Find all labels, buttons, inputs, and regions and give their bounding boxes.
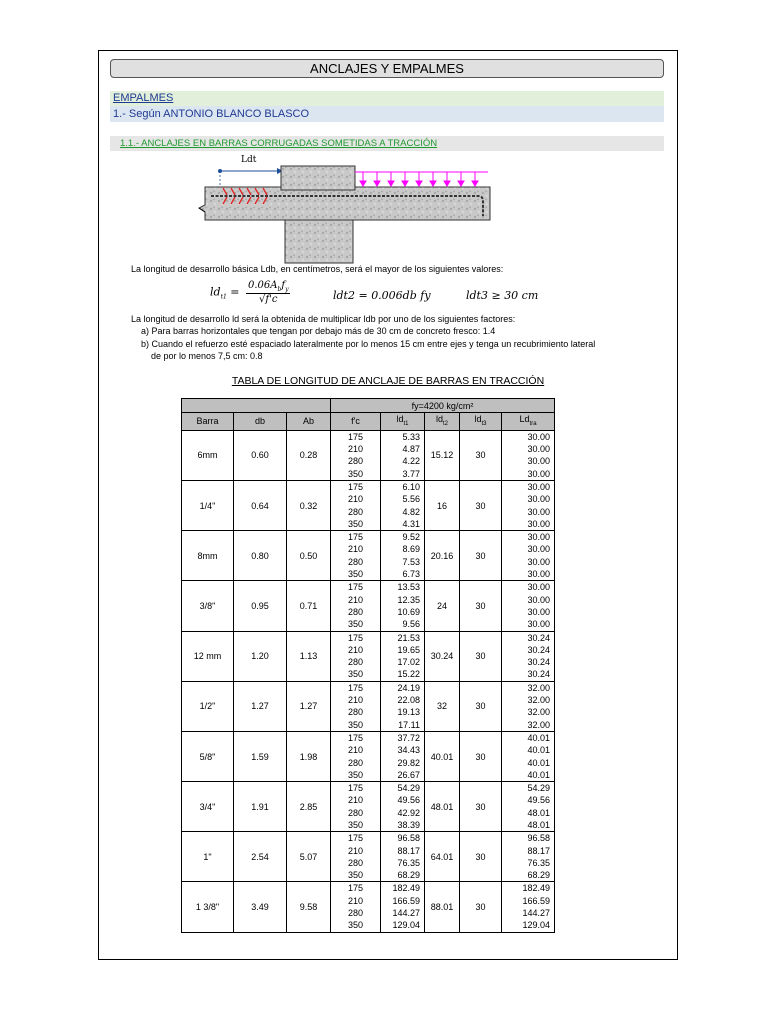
ab-cell: 1.13 xyxy=(287,631,331,681)
ldt2-cell: 30.24 xyxy=(425,631,460,681)
factor-b-line1: b) Cuando el refuerzo esté espaciado lateralmente por lo menos 15 cm entre ejes y tenga un recubrimiento lateral xyxy=(141,339,596,349)
db-cell: 2.54 xyxy=(234,832,287,882)
ab-cell: 2.85 xyxy=(287,782,331,832)
header-cell: db xyxy=(234,413,287,431)
ldt3-cell: 30 xyxy=(460,581,502,631)
ldt3-cell: 30 xyxy=(460,782,502,832)
page-title: ANCLAJES Y EMPALMES xyxy=(110,59,664,78)
fc-cell: 175 210 280 350 xyxy=(331,681,381,731)
ldt1-cell: 21.53 19.65 17.02 15.22 xyxy=(381,631,425,681)
table-row xyxy=(182,782,555,832)
load-arrows xyxy=(355,172,488,186)
table-row xyxy=(182,581,555,631)
ldtra-cell: 30.00 30.00 30.00 30.00 xyxy=(502,430,555,480)
barra-cell: 1" xyxy=(182,832,234,882)
header-cell: $ld_{t2}$ xyxy=(425,413,460,431)
fc-cell: 175 210 280 350 xyxy=(331,882,381,932)
anchorage-figure xyxy=(193,150,493,265)
table-row xyxy=(182,430,555,480)
fc-cell: 175 210 280 350 xyxy=(331,631,381,681)
ldt1-cell: 24.19 22.08 19.13 17.11 xyxy=(381,681,425,731)
factor-a: a) Para barras horizontales que tengan por debajo más de 30 cm de concreto fresco: 1.4 xyxy=(141,326,496,336)
db-cell: 1.20 xyxy=(234,631,287,681)
table-row xyxy=(182,681,555,731)
db-cell: 1.27 xyxy=(234,681,287,731)
ldt3-cell: 30 xyxy=(460,531,502,581)
table-row xyxy=(182,832,555,882)
paragraph-ldb: La longitud de desarrollo básica Ldb, en centímetros, será el mayor de los siguientes valores: xyxy=(131,264,504,274)
fy-header: fy=4200 kg/cm² xyxy=(331,399,555,413)
subsubsection-heading: 1.1.- ANCLAJES EN BARRAS CORRUGADAS SOMETIDAS A TRACCIÓN xyxy=(110,136,664,151)
header-cell: $ld_{t1}$ xyxy=(381,413,425,431)
table-row xyxy=(182,731,555,781)
barra-cell: 1/4" xyxy=(182,480,234,530)
ldt1-cell: 182.49 166.59 144.27 129.04 xyxy=(381,882,425,932)
formula-ldt1: $ld_{t1}$ = $\frac{0.06A_bf_y}{√f'c}$ xyxy=(210,280,289,305)
ab-cell: 0.28 xyxy=(287,430,331,480)
ab-cell: 0.32 xyxy=(287,480,331,530)
section-heading: EMPALMES xyxy=(110,91,664,106)
ldt3-cell: 30 xyxy=(460,832,502,882)
factor-b-line2: de por lo menos 7,5 cm: 0.8 xyxy=(151,351,263,361)
ldtra-cell: 30.00 30.00 30.00 30.00 xyxy=(502,531,555,581)
ldt2-cell: 15.12 xyxy=(425,430,460,480)
db-cell: 1.59 xyxy=(234,731,287,781)
barra-cell: 3/8" xyxy=(182,581,234,631)
db-cell: 0.60 xyxy=(234,430,287,480)
ab-cell: 9.58 xyxy=(287,882,331,932)
ldt1-cell: 37.72 34.43 29.82 26.67 xyxy=(381,731,425,781)
ldt3-cell: 30 xyxy=(460,681,502,731)
barra-cell: 3/4" xyxy=(182,782,234,832)
table-header-row xyxy=(182,413,555,431)
header-cell: Ab xyxy=(287,413,331,431)
paragraph-factors: La longitud de desarrollo ld será la obtenida de multiplicar ldb por uno de los siguientes factores: xyxy=(131,314,516,324)
ldt1-cell: 13.53 12.35 10.69 9.56 xyxy=(381,581,425,631)
fc-cell: 175 210 280 350 xyxy=(331,480,381,530)
barra-cell: 6mm xyxy=(182,430,234,480)
anchorage-table xyxy=(181,398,555,933)
ab-cell: 1.27 xyxy=(287,681,331,731)
db-cell: 0.95 xyxy=(234,581,287,631)
ldt3-cell: 30 xyxy=(460,882,502,932)
ldt1-cell: 9.52 8.69 7.53 6.73 xyxy=(381,531,425,581)
barra-cell: 8mm xyxy=(182,531,234,581)
ldt2-cell: 32 xyxy=(425,681,460,731)
ldtra-cell: 30.00 30.00 30.00 30.00 xyxy=(502,581,555,631)
ldt2-cell: 20.16 xyxy=(425,531,460,581)
ldt3-cell: 30 xyxy=(460,631,502,681)
fc-cell: 175 210 280 350 xyxy=(331,731,381,781)
table-row xyxy=(182,882,555,932)
ldtra-cell: 96.58 88.17 76.35 68.29 xyxy=(502,832,555,882)
fc-cell: 175 210 280 350 xyxy=(331,782,381,832)
header-cell: Barra xyxy=(182,413,234,431)
ab-cell: 0.50 xyxy=(287,531,331,581)
fc-cell: 175 210 280 350 xyxy=(331,430,381,480)
header-cell: $ld_{t3}$ xyxy=(460,413,502,431)
barra-cell: 5/8" xyxy=(182,731,234,781)
ldtra-cell: 54.29 49.56 48.01 48.01 xyxy=(502,782,555,832)
ldt2-cell: 16 xyxy=(425,480,460,530)
table-row xyxy=(182,531,555,581)
db-cell: 0.80 xyxy=(234,531,287,581)
ldt3-cell: 30 xyxy=(460,731,502,781)
ldtra-cell: 30.24 30.24 30.24 30.24 xyxy=(502,631,555,681)
header-cell: f'c xyxy=(331,413,381,431)
ldt1-cell: 54.29 49.56 42.92 38.39 xyxy=(381,782,425,832)
ldtra-cell: 32.00 32.00 32.00 32.00 xyxy=(502,681,555,731)
ab-cell: 1.98 xyxy=(287,731,331,781)
fc-cell: 175 210 280 350 xyxy=(331,832,381,882)
ldt1-cell: 5.33 4.87 4.22 3.77 xyxy=(381,430,425,480)
db-cell: 3.49 xyxy=(234,882,287,932)
fc-cell: 175 210 280 350 xyxy=(331,581,381,631)
table-body xyxy=(182,430,555,932)
ldt2-cell: 40.01 xyxy=(425,731,460,781)
ldtra-cell: 40.01 40.01 40.01 40.01 xyxy=(502,731,555,781)
ab-cell: 0.71 xyxy=(287,581,331,631)
header-cell: $Ld_{tra}$ xyxy=(502,413,555,431)
ldt2-cell: 24 xyxy=(425,581,460,631)
ldtra-cell: 182.49 166.59 144.27 129.04 xyxy=(502,882,555,932)
table-title: TABLA DE LONGITUD DE ANCLAJE DE BARRAS EN TRACCIÓN xyxy=(231,375,545,387)
subsection-heading: 1.- Según ANTONIO BLANCO BLASCO xyxy=(110,106,664,122)
ldt1-cell: 96.58 88.17 76.35 68.29 xyxy=(381,832,425,882)
ldt3-cell: 30 xyxy=(460,480,502,530)
formula-ldt2: ldt2 = 0.006db fy xyxy=(333,289,431,302)
ldt3-cell: 30 xyxy=(460,430,502,480)
ldt2-cell: 48.01 xyxy=(425,782,460,832)
ldt2-cell: 88.01 xyxy=(425,882,460,932)
ldt1-cell: 6.10 5.56 4.82 4.31 xyxy=(381,480,425,530)
table-row xyxy=(182,480,555,530)
ldt2-cell: 64.01 xyxy=(425,832,460,882)
barra-cell: 12 mm xyxy=(182,631,234,681)
db-cell: 0.64 xyxy=(234,480,287,530)
db-cell: 1.91 xyxy=(234,782,287,832)
fc-cell: 175 210 280 350 xyxy=(331,531,381,581)
formula-ldt3: ldt3 ≥ 30 cm xyxy=(466,289,539,302)
barra-cell: 1 3/8" xyxy=(182,882,234,932)
ldtra-cell: 30.00 30.00 30.00 30.00 xyxy=(502,480,555,530)
ldt-label: Ldt xyxy=(241,155,257,165)
table-row xyxy=(182,631,555,681)
barra-cell: 1/2" xyxy=(182,681,234,731)
ab-cell: 5.07 xyxy=(287,832,331,882)
